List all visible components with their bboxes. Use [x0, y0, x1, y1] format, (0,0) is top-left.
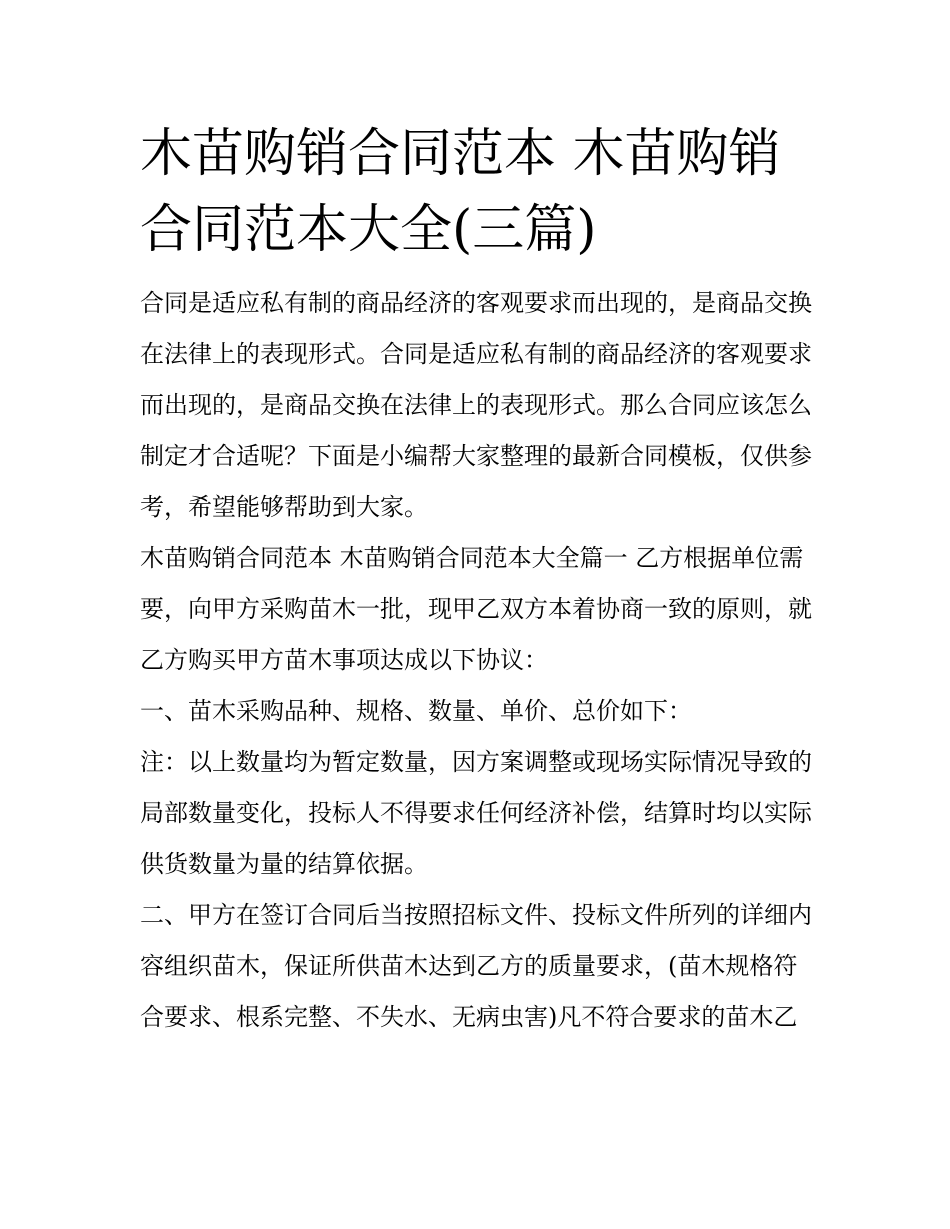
- paragraph-contract-one-preamble: 木苗购销合同范本 木苗购销合同范本大全篇一 乙方根据单位需要，向甲方采购苗木一批，现甲乙双方本着协商一致的原则，就乙方购买甲方苗木事项达成以下协议：: [140, 544, 812, 674]
- paragraph-intro: 合同是适应私有制的商品经济的客观要求而出现的，是商品交换在法律上的表现形式。合同是适应私有制的商品经济的客观要求而出现的，是商品交换在法律上的表现形式。那么合同应该怎么制定才合适呢？下面是小编帮大家整理的最新合同模板，仅供参考，希望能够帮助到大家。: [140, 289, 812, 521]
- paragraph-clause-two: 二、甲方在签订合同后当按照招标文件、投标文件所列的详细内容组织苗木，保证所供苗木达到乙方的质量要求，(苗木规格符合要求、根系完整、不失水、无病虫害)凡不符合要求的苗木乙: [140, 901, 812, 1031]
- paragraph-clause-one: 一、苗木采购品种、规格、数量、单价、总价如下：: [140, 697, 692, 725]
- document-title: 木苗购销合同范本 木苗购销合同范本大全(三篇): [140, 124, 781, 260]
- paragraph-note: 注：以上数量均为暂定数量，因方案调整或现场实际情况导致的局部数量变化，投标人不得要求任何经济补偿，结算时均以实际供货数量为量的结算依据。: [140, 748, 812, 878]
- document-body: [140, 278, 820, 1043]
